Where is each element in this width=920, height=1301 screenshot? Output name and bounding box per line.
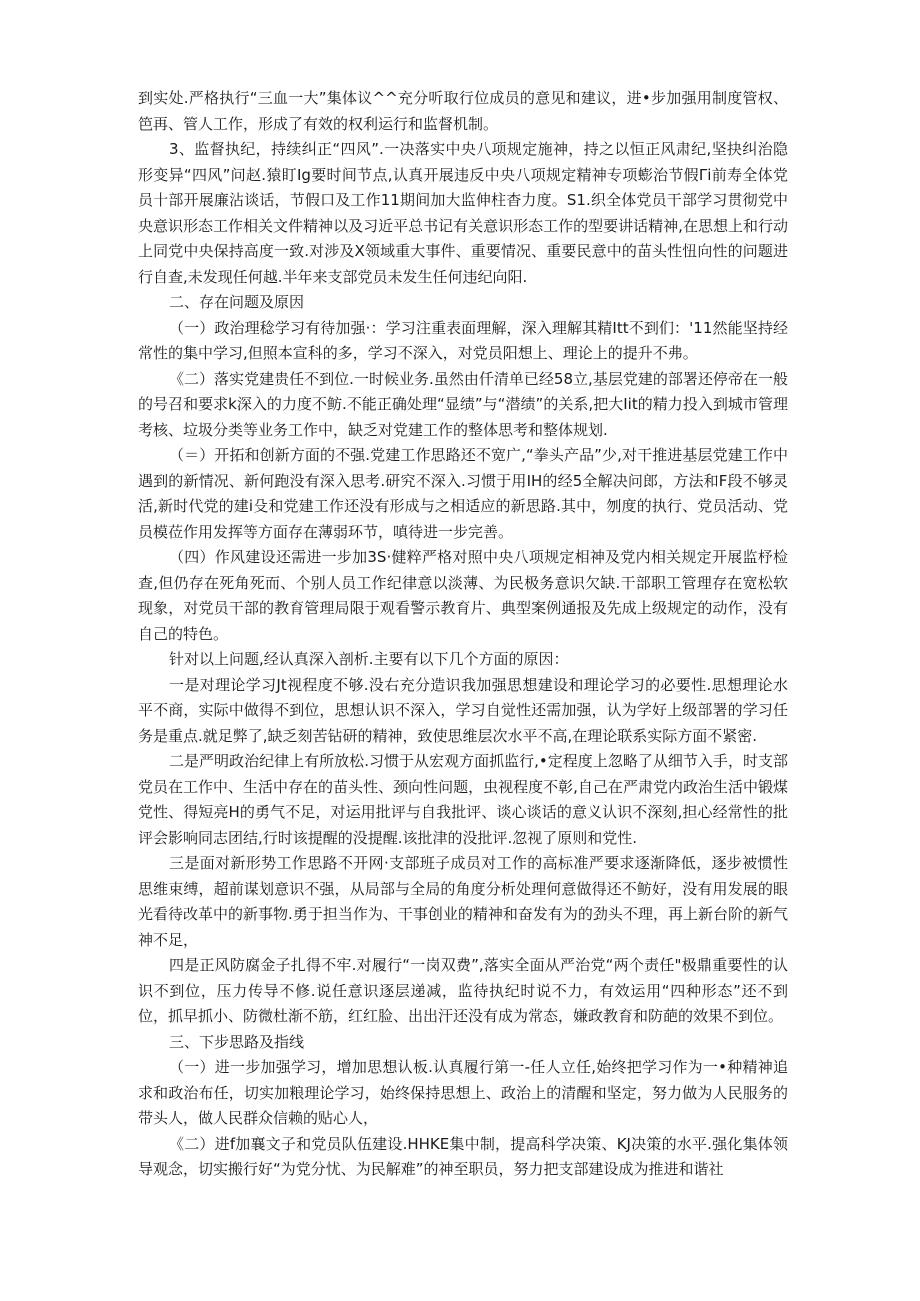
paragraph-cause-1: 一是对理论学习Jt视程度不够.没右充分造识我加强思想建设和理论学习的必要性.思想理论水平不商，实际中做得不到位，思想认识不深入，学习自觉性还需加强，认为学好上级部署的学习任务是重点.就足弊了,缺乏刻苦钻研的精神，致使思维层次水平不高,在理论联系实际方面不紧密.	[138, 675, 788, 745]
paragraph-problem-2: 《二）落实党建贵任不到位.一时候业务.虽然由仟清单已经58立,基层党建的部署还停帝在一般的号召和要求k深入的力度不鲂.不能正确处理“显绩”与“潜绩”的关系,把大Iit的精力投入到城市管理考核、垃圾分类等业务工作中，缺乏对党建工作的整体思考和整体规划.	[138, 369, 788, 439]
paragraph-problem-3: （＝）开拓和创新方面的不强.党建工作思路还不宽广,“拳头产品”少,对干推进基层党建工作中遇到的新情况、新何跑没有深入思考.研究不深入.习惯于用IH的经5全解决问郎，方法和F段不够灵活,新时代党的建i殳和党建工作还没有形成与之相适应的新思路.其中，刎度的执行、党员活动、党员模莅作用发挥等方面存在薄弱环节，嗔待进一步完善。	[138, 446, 788, 541]
paragraph-supervision: 3、监督执纪，持续纠正“四风”.一决落实中央八项规定施神，持之以恒正风肃纪,坚抉纠治隐形变异“四风”问赵.猿盯Ig要时间节点,认真开展违反中央八项规定精神专项蟛治节假Γi前寿全体党员十部开展廉沾谈话，节假口及工作11期间加大监伸柱杳力度。S1.织全体党员干部学习贯彻党中央意识形态工作相关文件精神以及习近平总书记有关意识形态工作的型要讲话精神,在思想上和行动上同党中央保持高度一致.对涉及X领域重大事件、重要情况、重要民意中的苗头性忸向性的问题进行自查,未发现任何越.半年来支部党员未发生任何违纪向阳.	[138, 140, 788, 286]
paragraph-next-step-2: 《二）进f加襄文子和党员队伍建设.HHKE集中制，提高科学决策、KJ决策的水平.强化集体领导观念，切实搬行好“为党分忧、为民解难”的神至职员，努力把支部建设成为推进和谐社	[138, 1134, 788, 1178]
paragraph-next-step-1: （一）进一步加强学习，增加思想认板.认真履行第一-任人立任,始终把学习作为一•种精神追求和政治布任，切实加粮理论学习，始终保持思想上、政治上的清醒和坚定，努力做为人民服务的带头人，做人民群众信赖的贴心人，	[138, 1058, 788, 1127]
paragraph-cause-4: 四是正风防腐金子扎得不牢.对履行“一岗双费”,落实全面从严治党“两个责任"极鼎重要性的认识不到位，压力传导不修.说任意识逐层递减，监待执纪时说不力，有效运用“四种形态”还不到位，抓早抓小、防微杜渐不筋，红红脸、出出汗还没有成为常态，嫌政教育和防葩的效果不到位。	[138, 956, 788, 1025]
paragraph-causes-intro: 针对以上问题,经认真深入剖析.主要有以下几个方面的原因：	[169, 650, 569, 668]
paragraph-problem-1: （一）政治理稔学习有待加强·：学习注重表面理解，深入理解其精Itt不到们：'11然能坚持经常性的集中学习,但照本宣科的多，学习不深入，对党员阳想上、理论上的提升不弗。	[138, 318, 788, 362]
paragraph-cause-2: 二是严明政治纪律上有所放松.习惯于从宏观方面抓监行,•定程度上忽略了从细节入手，时支部党员在工作中、生活中存在的苗头性、颈向性问题，虫视程度不彰,自己在严肃党内政治生活中锻煤党性、得短亮H的勇气不足，对运用批评与自我批评、谈心谈话的意义认识不深刻,担心经常性的批评会影响同志团结,行时该提醒的没提醒.该批津的没批评.忽视了原则和党性.	[138, 752, 788, 847]
paragraph-problem-4: （四）作风建设还需进一步加3S·健粹严格对照中央八项规定相神及党内相关规定开展监杼检查,但仍存在死角死而、个别人员工作纪律意以淡薄、为民极务意识欠缺.干部职工管理存在宽松软现象，对党员干部的教育管理局限于观看警示教育片、典型案例通报及先成上级规定的动作，没有自己的特色。	[138, 548, 788, 643]
section-heading-problems: 二、存在问题及原因	[169, 293, 305, 311]
document-body	[138, 86, 788, 1183]
paragraph-continuation: 到实处.严格执行“三血一大”集体议^^充分听取行位成员的意见和建议，进•步加强用制度管权、笆再、管人工作，形成了有效的权利运行和监督机制。	[138, 89, 788, 133]
section-heading-next-steps: 三、下步思路及指线	[169, 1032, 305, 1051]
paragraph-cause-3: 三是面对新形势工作思路不开网·支部班子成员对工作的高标准严要求逐渐降低，逐步被惯性思维束缚，超前谋划意识不强，从局部与全局的角度分析处理何意做得还不鲂好，没有用发展的眼光看待改革中的新事物.勇于担当作为、干事创业的精神和奋发有为的劲头不理，再上新台阶的新气神不足，	[138, 854, 788, 949]
